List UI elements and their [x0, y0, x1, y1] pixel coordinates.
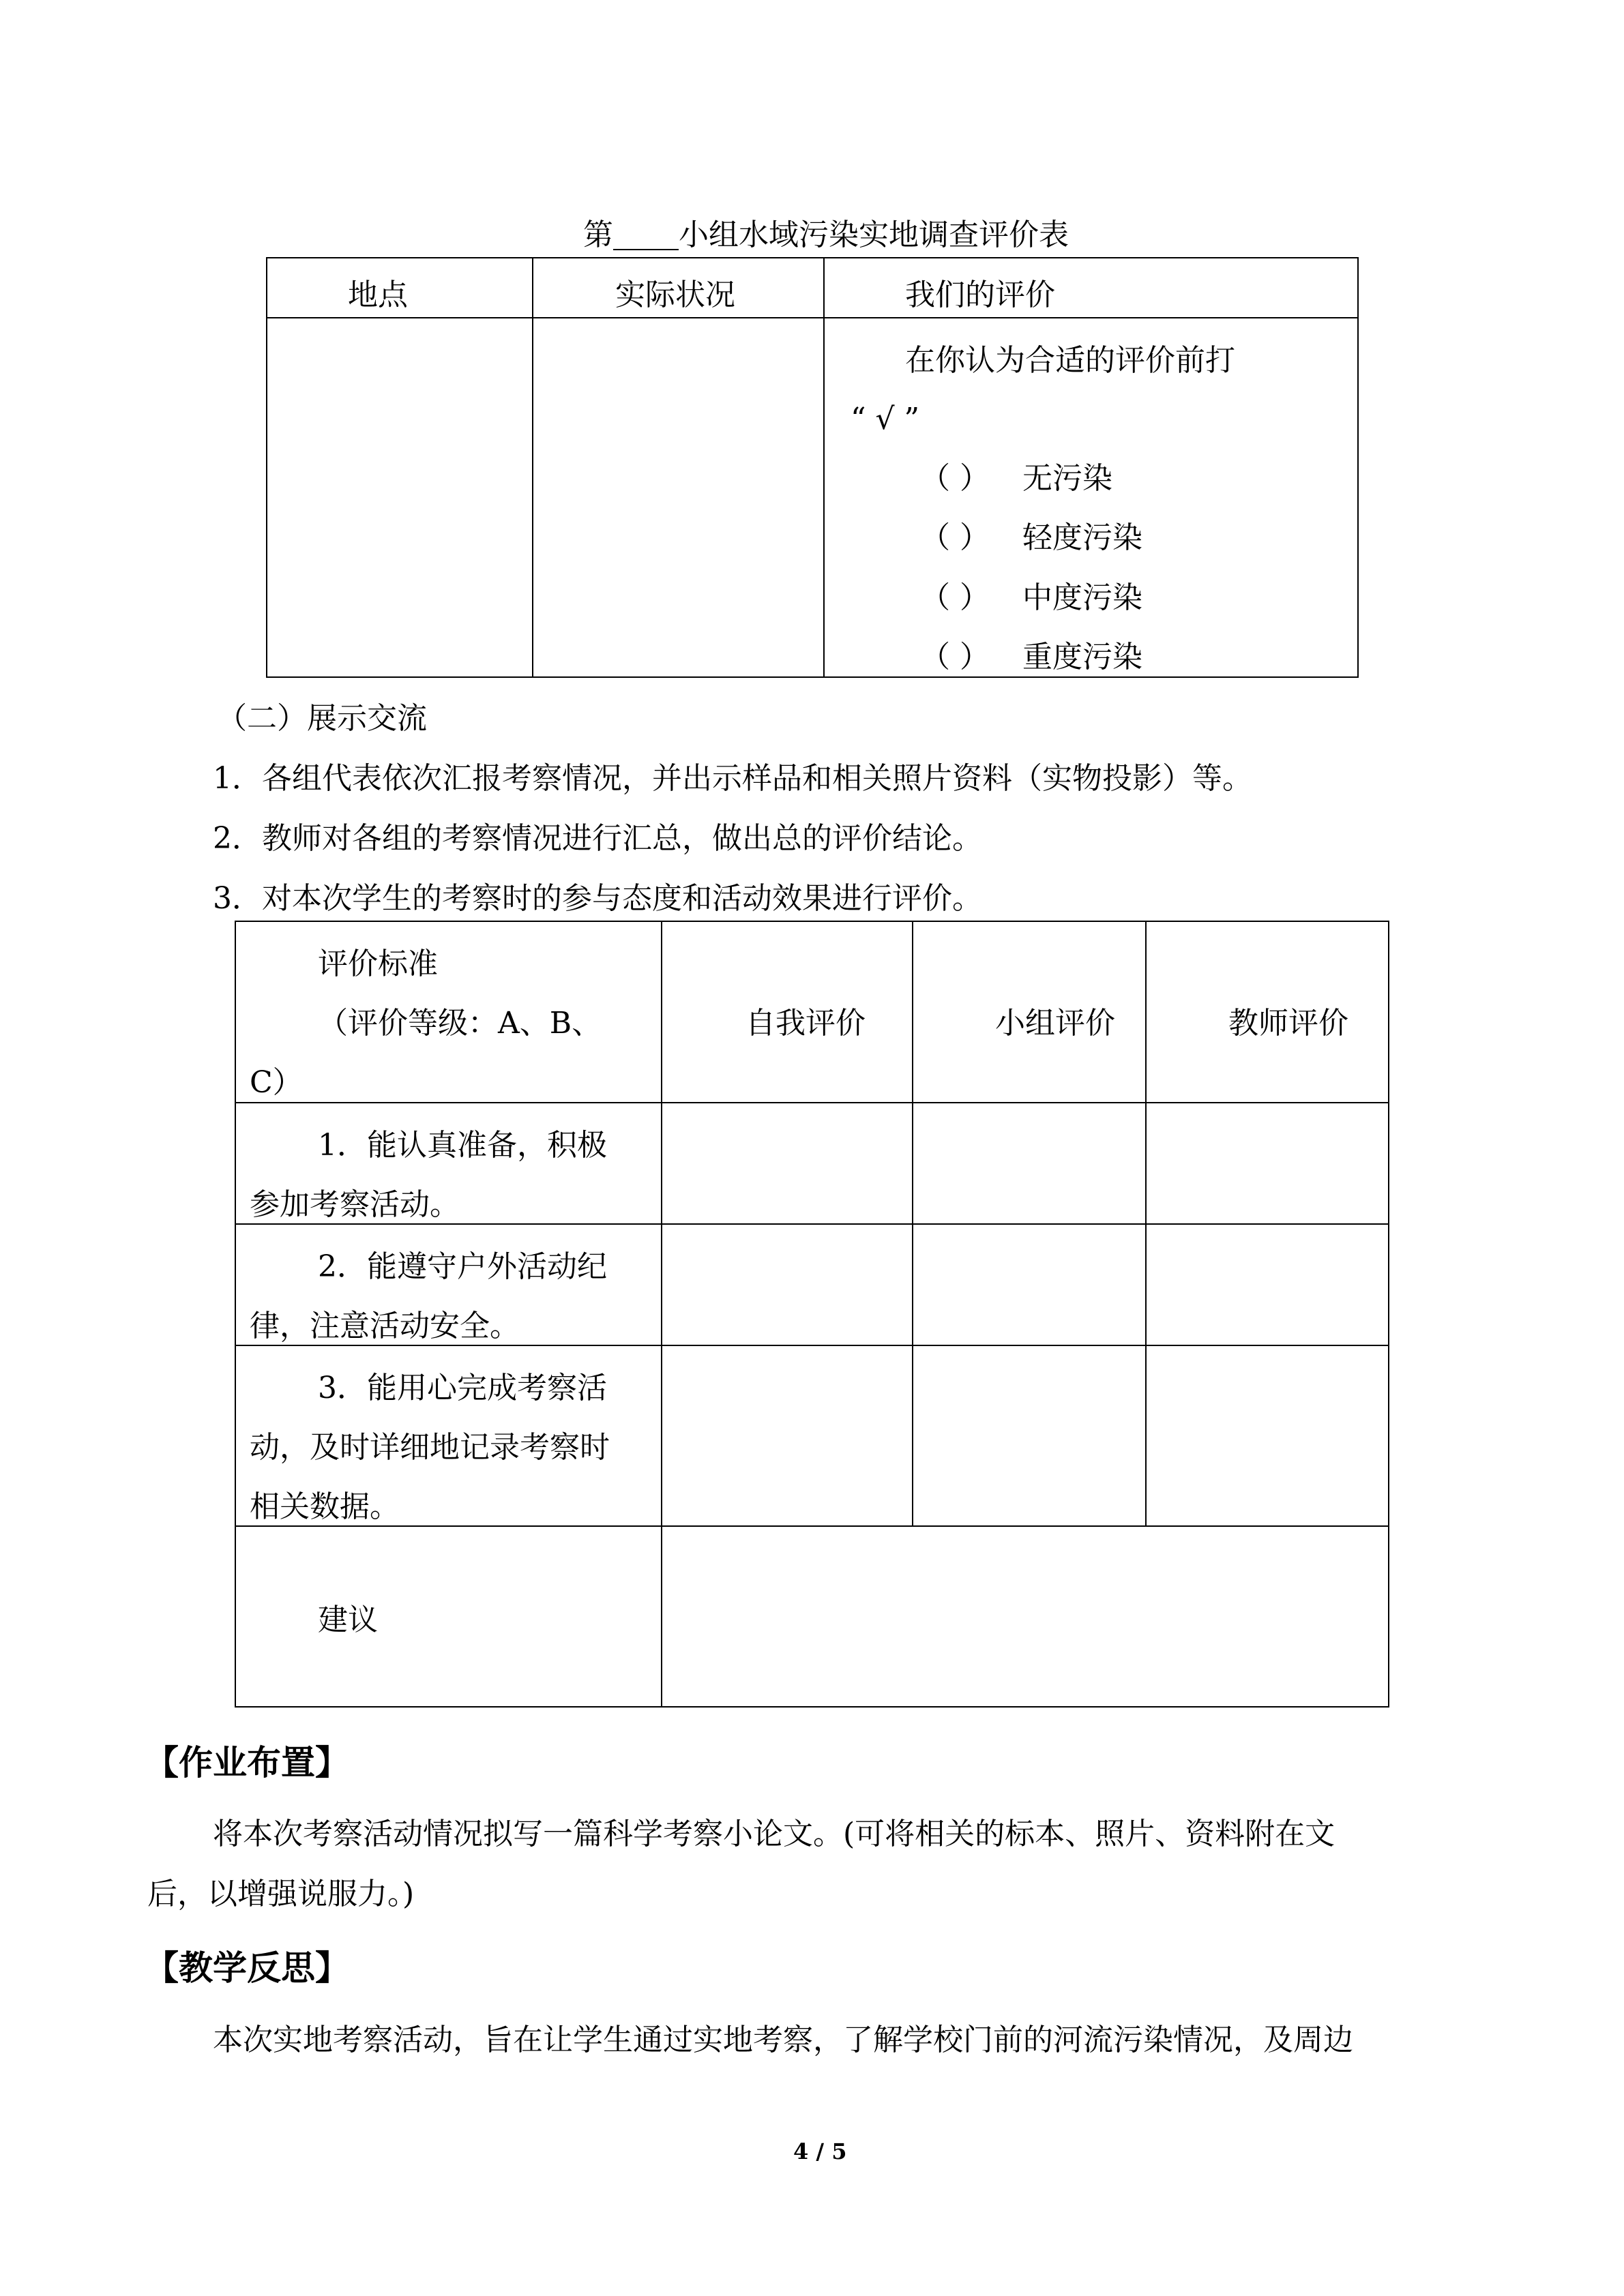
table1-title-suffix: 小组水域污染实地调查评价表	[679, 218, 1069, 252]
header-self-evaluation	[662, 921, 913, 1103]
suggestion-label-cell	[235, 1526, 662, 1707]
option-label: 轻度污染	[1022, 520, 1142, 555]
checkmark-symbol: “ √ ”	[851, 402, 919, 436]
criteria-cell	[235, 1345, 662, 1526]
reflection-text-line1: 本次实地考察活动，旨在让学生通过实地考察，了解学校门前的河流污染情况，及周边	[213, 2023, 1353, 2057]
self-evaluation-cell[interactable]	[662, 1345, 913, 1526]
group-number-blank	[613, 222, 679, 250]
option-label: 重度污染	[1022, 640, 1142, 674]
homework-text-line1: 将本次考察活动情况拟写一篇科学考察小论文。(可将相关的标本、照片、资料附在文	[213, 1817, 1335, 1851]
header-actual-status-text: 实际状况	[615, 278, 735, 312]
criteria-line: 相关数据。	[250, 1489, 400, 1524]
activity-evaluation-table	[235, 921, 1389, 1708]
option-checkbox[interactable]: （ ）	[920, 520, 990, 555]
header-teacher-evaluation	[1146, 921, 1389, 1103]
option-label: 无污染	[1022, 461, 1112, 496]
criteria-header-line: C）	[250, 1065, 303, 1100]
pollution-survey-table	[266, 257, 1359, 678]
criteria-line: 律，注意活动安全。	[250, 1309, 520, 1343]
header-location	[267, 258, 533, 318]
table1-title	[583, 220, 1069, 250]
header-teacher-evaluation-text: 教师评价	[1228, 1006, 1348, 1041]
header-group-evaluation	[913, 921, 1146, 1103]
group-evaluation-cell[interactable]	[913, 1345, 1146, 1526]
table-row	[235, 1224, 1389, 1345]
criteria-cell	[235, 1224, 662, 1345]
option-checkbox[interactable]: （ ）	[920, 640, 990, 674]
actual-status-cell[interactable]	[533, 318, 824, 677]
option-label: 中度污染	[1022, 580, 1142, 615]
location-cell[interactable]	[267, 318, 533, 677]
page-number: 4 / 5	[793, 2138, 847, 2164]
header-actual-status	[533, 258, 824, 318]
section2-heading: （二）展示交流	[217, 701, 427, 736]
reflection-heading: 【教学反思】	[145, 1948, 349, 1988]
criteria-line: 3．能用心完成考察活	[318, 1371, 607, 1405]
teacher-evaluation-cell[interactable]	[1146, 1103, 1389, 1224]
option-checkbox[interactable]: （ ）	[920, 461, 990, 496]
teacher-evaluation-cell[interactable]	[1146, 1224, 1389, 1345]
criteria-line: 参加考察活动。	[250, 1187, 460, 1222]
self-evaluation-cell[interactable]	[662, 1103, 913, 1224]
section2-item-1: 1．各组代表依次汇报考察情况，并出示样品和相关照片资料（实物投影）等。	[213, 761, 1252, 796]
evaluation-instruction: 在你认为合适的评价前打	[905, 343, 1235, 378]
criteria-line: 1．能认真准备，积极	[318, 1128, 607, 1163]
homework-heading: 【作业布置】	[145, 1743, 349, 1783]
criteria-line: 动，及时详细地记录考察时	[250, 1430, 610, 1465]
criteria-header-cell	[235, 921, 662, 1103]
criteria-header-line: 评价标准	[318, 946, 438, 981]
evaluation-cell	[824, 318, 1358, 677]
teacher-evaluation-cell[interactable]	[1146, 1345, 1389, 1526]
criteria-cell	[235, 1103, 662, 1224]
homework-text-line2: 后，以增强说服力。)	[147, 1877, 415, 1911]
header-group-evaluation-text: 小组评价	[995, 1006, 1115, 1041]
group-evaluation-cell[interactable]	[913, 1224, 1146, 1345]
header-self-evaluation-text: 自我评价	[745, 1006, 866, 1041]
suggestion-cell[interactable]	[662, 1526, 1389, 1707]
option-checkbox[interactable]: （ ）	[920, 580, 990, 615]
section2-item-2: 2．教师对各组的考察情况进行汇总，做出总的评价结论。	[213, 821, 982, 856]
self-evaluation-cell[interactable]	[662, 1224, 913, 1345]
header-location-text: 地点	[348, 278, 408, 312]
table-row	[235, 1345, 1389, 1526]
criteria-line: 2．能遵守户外活动纪	[318, 1249, 607, 1284]
header-our-evaluation	[824, 258, 1358, 318]
table1-title-prefix: 第	[583, 218, 613, 252]
criteria-header-line: （评价等级：A、B、	[318, 1006, 602, 1041]
group-evaluation-cell[interactable]	[913, 1103, 1146, 1224]
suggestion-label: 建议	[318, 1602, 378, 1637]
header-our-evaluation-text: 我们的评价	[905, 278, 1055, 312]
table-row	[235, 1103, 1389, 1224]
section2-item-3: 3．对本次学生的考察时的参与态度和活动效果进行评价。	[213, 881, 982, 916]
